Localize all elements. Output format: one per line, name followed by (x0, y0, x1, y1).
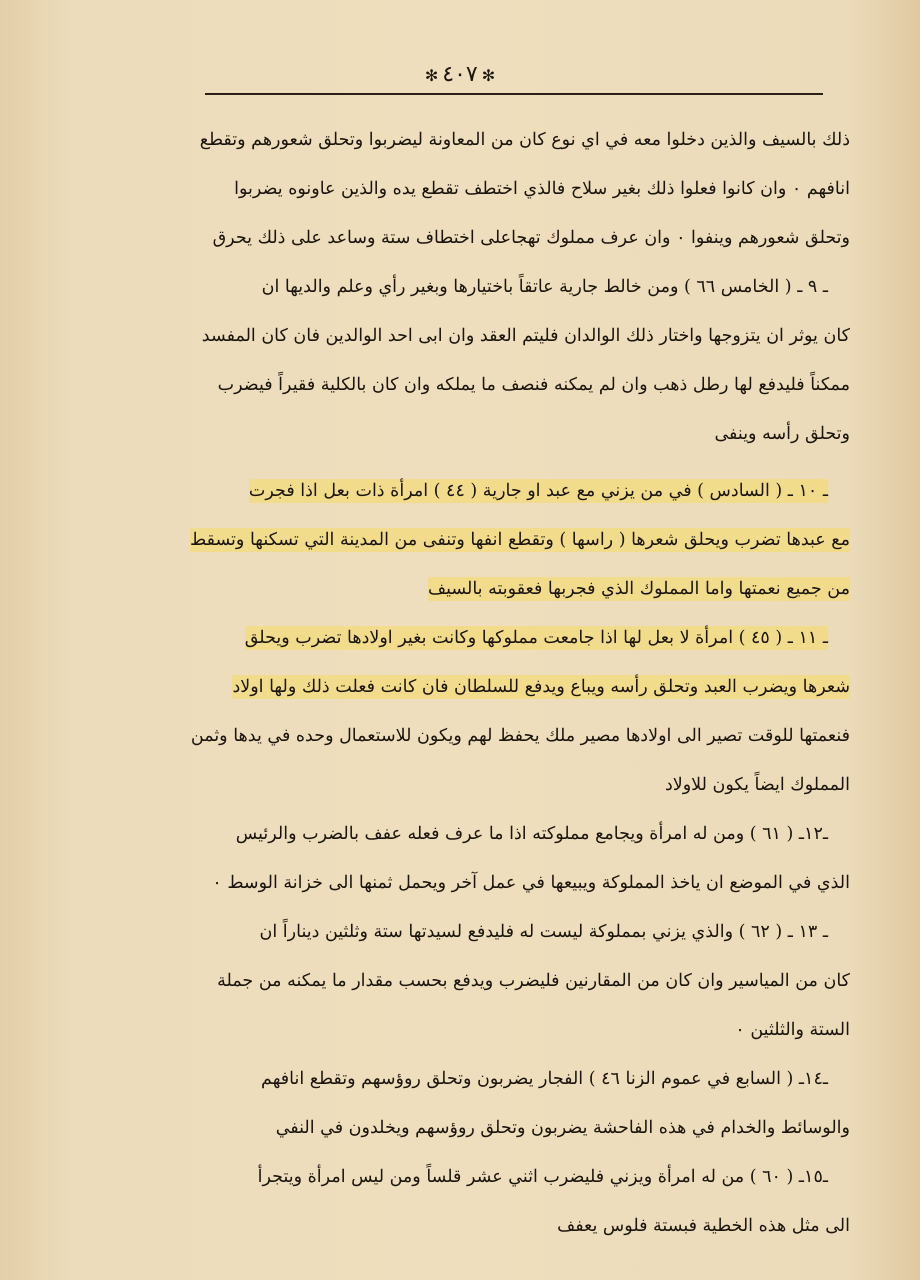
page-body (190, 120, 850, 1255)
text-line: وتحلق شعورهم وينفوا ٠ وان عرف مملوك تهجاعلى اختطاف ستة وساعد على ذلك يحرق (212, 228, 850, 248)
ornament-icon: ✻ (424, 65, 439, 85)
highlighted-text: شعرها ويضرب العبد وتحلق رأسه ويباع ويدفع للسلطان فان كانت فعلت ذلك ولها اولاد (232, 677, 850, 697)
text-line: المملوك ايضاً يكون للاولاد (664, 775, 850, 795)
text-line (190, 569, 850, 618)
text-line: وتحلق رأسه وينفى (714, 424, 850, 444)
highlighted-text: من جميع نعمتها واما المملوك الذي فجربها فعقوبته بالسيف (428, 579, 850, 599)
text-line (190, 520, 850, 569)
text-line: فنعمتها للوقت تصير الى اولادها مصير ملك يحفظ لهم ويكون للاستعمال وحده في يدها وثمن (190, 726, 850, 746)
text-line: انافهم ٠ وان كانوا فعلوا ذلك بغير سلاح فالذي اختطف تقطع يده والذين عاونوه يضربوا (234, 179, 850, 199)
item-14-line: ـ١٤ـ ( السابع في عموم الزنا ٤٦ ) الفجار يضربون وتحلق روؤسهم وتقطع انافهم (261, 1069, 828, 1089)
text-line: ذلك بالسيف والذين دخلوا معه في اي نوع كان من المعاونة ليضربوا وتحلق شعورهم وتقطع (199, 130, 850, 150)
item-10-line (190, 471, 850, 520)
header-rule (205, 93, 823, 95)
item-12-line: ـ١٢ـ ( ٦١ ) ومن له امرأة ويجامع مملوكته اذا ما عرف فعله عفف بالضرب والرئيس (235, 824, 828, 844)
highlighted-text: ـ ١١ ـ ( ٤٥ ) امرأة لا بعل لها اذا جامعت مملوكها وكانت بغير اولادها تضرب ويحلق (244, 628, 828, 648)
ornament-icon: ✻ (481, 65, 496, 85)
item-9-line: ـ ٩ ـ ( الخامس ٦٦ ) ومن خالط جارية عاتقاً باختيارها وبغير رأي وعلم والديها ان (261, 277, 828, 297)
item-13-line: ـ ١٣ ـ ( ٦٢ ) والذي يزني بمملوكة ليست له فليدفع لسيدتها ستة وثلثين ديناراً ان (259, 922, 828, 942)
text-line: الى مثل هذه الخطية فبستة فلوس يعفف (557, 1216, 850, 1236)
text-line: والوسائط والخدام في هذه الفاحشة يضربون وتحلق روؤسهم ويخلدون في النفي (275, 1118, 850, 1138)
text-line (190, 667, 850, 716)
item-11-line (190, 618, 850, 667)
item-15-line: ـ١٥ـ ( ٦٠ ) من له امرأة ويزني فليضرب اثني عشر قلساً ومن ليس امرأة ويتجرأ (257, 1167, 828, 1187)
text-line: الستة والثلثين ٠ (735, 1020, 850, 1040)
text-line: كان يوثر ان يتزوجها واختار ذلك الوالدان فليتم العقد وان ابى احد الوالدين فان كان المفسد (201, 326, 850, 346)
text-line: ممكناً فليدفع لها رطل ذهب وان لم يمكنه فنصف ما يملكه وان كان بالكلية فقيراً فيضرب (217, 375, 850, 395)
page-number: ٤٠٧ (442, 62, 478, 87)
highlighted-text: مع عبدها تضرب ويحلق شعرها ( راسها ) وتقطع انفها وتنفى من المدينة التي تسكنها وتسقط (190, 530, 850, 550)
highlighted-text: ـ ١٠ ـ ( السادس ) في من يزني مع عبد او جارية ( ٤٤ ) امرأة ذات بعل اذا فجرت (248, 481, 828, 501)
text-line: الذي في الموضع ان ياخذ المملوكة ويبيعها في عمل آخر ويحمل ثمنها الى خزانة الوسط ٠ (212, 873, 850, 893)
page-header (0, 62, 920, 87)
text-line: كان من المياسير وان كان من المقارنين فليضرب ويدفع بحسب مقدار ما يمكنه من جملة (217, 971, 850, 991)
